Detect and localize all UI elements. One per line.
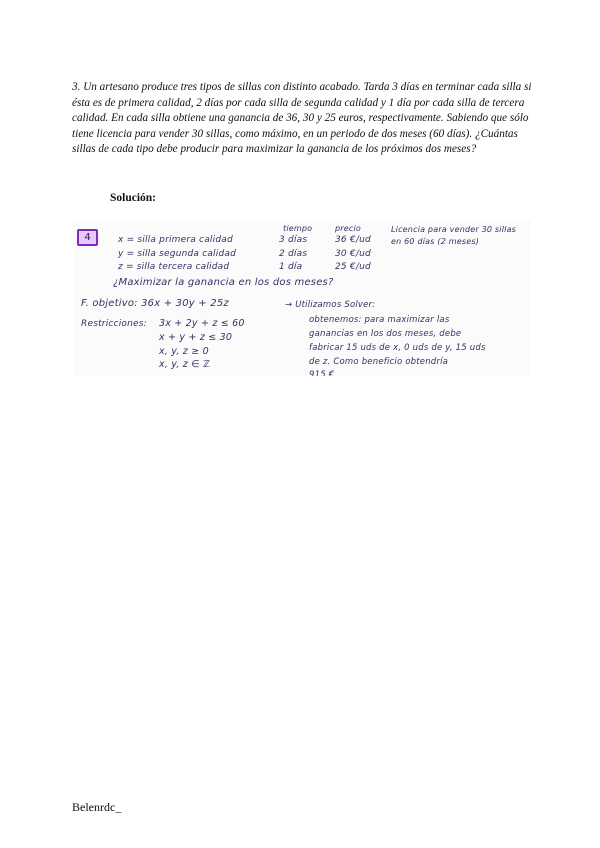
var-y-definition: y = silla segunda calidad	[118, 249, 236, 259]
var-x-definition: x = silla primera calidad	[118, 235, 233, 245]
var-x-precio: 36 €/ud	[335, 235, 371, 245]
var-z-precio: 25 €/ud	[335, 262, 371, 272]
footer-author: Belenrdc_	[72, 800, 122, 814]
column-header-tiempo: tiempo	[283, 224, 313, 233]
solver-line-1: → Utilizamos Solver:	[285, 300, 376, 310]
handwritten-solution-image	[73, 220, 531, 376]
solver-line-3: ganancias en los dos meses, debe	[309, 329, 462, 339]
solution-heading: Solución:	[110, 192, 157, 204]
var-z-definition: z = silla tercera calidad	[118, 262, 230, 272]
problem-number-badge: 4	[77, 229, 98, 246]
var-z-tiempo: 1 día	[279, 262, 303, 272]
restriction-4: x, y, z ∈ ℤ	[159, 359, 211, 370]
restrictions-label: Restricciones:	[81, 319, 147, 329]
solver-line-5: de z. Como beneficio obtendría	[309, 357, 449, 367]
objective-function: F. objetivo: 36x + 30y + 25z	[81, 298, 229, 309]
restriction-3: x, y, z ≥ 0	[159, 346, 209, 357]
restriction-1: 3x + 2y + z ≤ 60	[159, 318, 245, 329]
licencia-note-line-2: en 60 días (2 meses)	[391, 237, 480, 246]
column-header-precio: precio	[335, 224, 362, 233]
var-y-precio: 30 €/ud	[335, 249, 371, 259]
restriction-2: x + y + z ≤ 30	[159, 332, 233, 343]
var-y-tiempo: 2 días	[279, 249, 308, 259]
solver-line-2: obtenemos: para maximizar las	[309, 315, 450, 325]
problem-statement: 3. Un artesano produce tres tipos de sillas con distinto acabado. Tarda 3 días en terminar cada silla si ésta es de primera calidad, 2 días por cada silla de segunda calidad y 1 día por cada silla de tercera calidad. En cada silla obtiene una ganancia de 36, 30 y 25 euros, respectivamente. Sabiendo que sólo tiene licencia para vender 30 sillas, como máximo, en un periodo de dos meses (60 días). ¿Cuántas sillas de cada tipo debe producir para maximizar la ganancia de los próximos dos meses?	[72, 81, 532, 156]
var-x-tiempo: 3 días	[279, 235, 308, 245]
licencia-note-line-1: Licencia para vender 30 sillas	[391, 225, 517, 234]
solver-line-4: fabricar 15 uds de x, 0 uds de y, 15 uds	[309, 343, 486, 353]
question-maximizar: ¿Maximizar la ganancia en los dos meses?	[113, 277, 334, 288]
solver-line-6: 915 €	[309, 370, 335, 376]
